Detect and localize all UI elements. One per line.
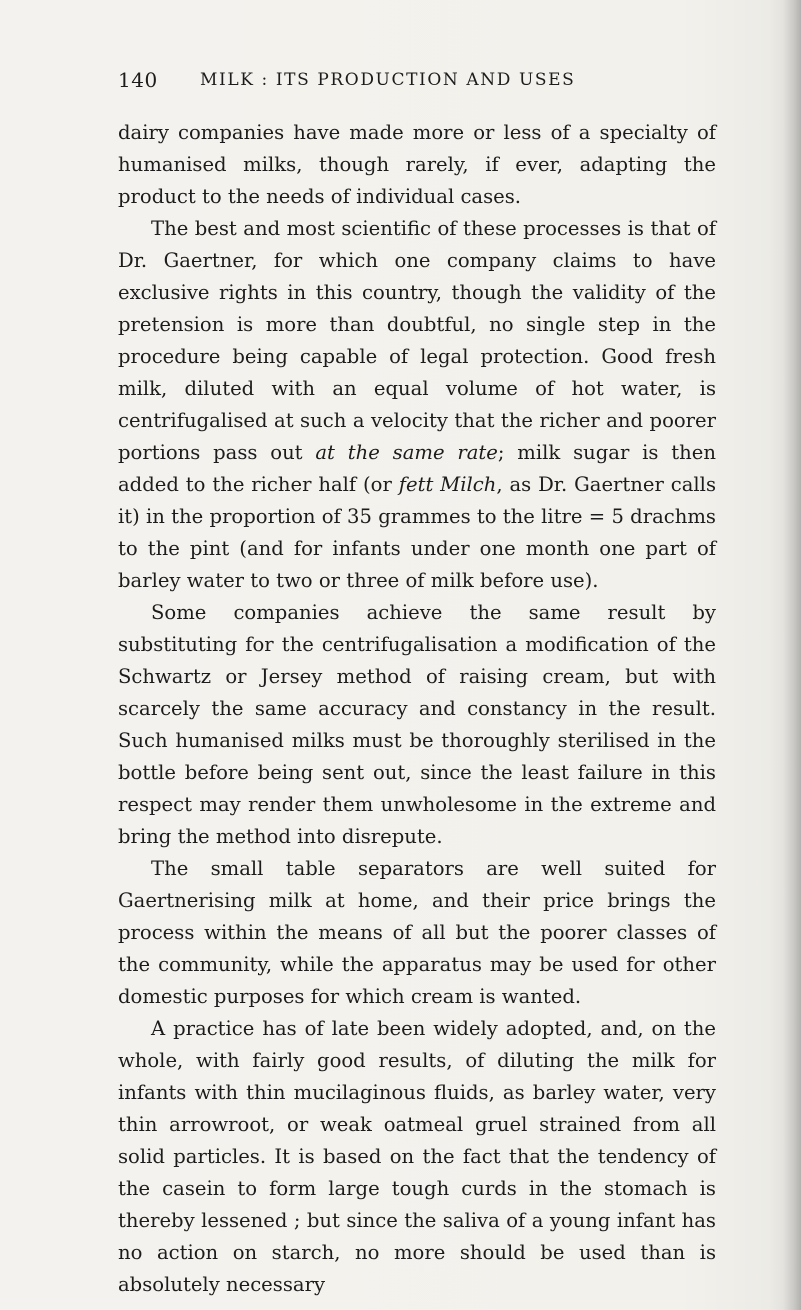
- running-head: MILK : ITS PRODUCTION AND USES: [200, 70, 576, 90]
- body-text: [118, 117, 716, 1301]
- paragraph-2-text-a: The best and most scientific of these processes is that of Dr. Gaertner, for which one company claims to have exclusive rights in this country, though the validity of the pretension is more than doubtful, no single step in the procedure being capable of legal protection. Good fresh milk, diluted with an equal volume of hot water, is centrifugalised at such a velocity that the richer and poorer portions pass out: [118, 217, 716, 464]
- paragraph-2-text-b: ; milk sugar is then added to the richer half (or: [118, 441, 716, 496]
- page-number: 140: [118, 68, 158, 92]
- paragraph-2: [118, 213, 716, 597]
- paragraph-3: Some companies achieve the same result by substituting for the centrifugalisation a modification of the Schwartz or Jersey method of raising cream, but with scarcely the same accuracy and constancy in the result. Such humanised milks must be thoroughly sterilised in the bottle before being sent out, since the least failure in this respect may render them unwholesome in the extreme and bring the method into disrepute.: [118, 601, 716, 848]
- page-header: [118, 68, 758, 96]
- paragraph-1: dairy companies have made more or less of a specialty of humanised milks, though rarely, if ever, adapting the product to the needs of individual cases.: [118, 121, 716, 208]
- page-edge-shadow: [783, 0, 801, 1310]
- paragraph-4: The small table separators are well suited for Gaertnerising milk at home, and their price brings the process within the means of all but the poorer classes of the community, while the apparatus may be used for other domestic purposes for which cream is wanted.: [118, 857, 716, 1008]
- paragraph-2-text-c: , as Dr. Gaertner calls it) in the proportion of 35 grammes to the litre = 5 drachms to the pint (and for infants under one month one part of barley water to two or three of milk before use).: [118, 473, 716, 592]
- paragraph-5: A practice has of late been widely adopted, and, on the whole, with fairly good results, of diluting the milk for infants with thin mucilaginous fluids, as barley water, very thin arrowroot, or weak oatmeal gruel strained from all solid particles. It is based on the fact that the tendency of the casein to form large tough curds in the stomach is thereby lessened ; but since the saliva of a young infant has no action on starch, no more should be used than is absolutely necessary: [118, 1017, 716, 1296]
- paragraph-2-italic-b: fett Milch: [398, 473, 497, 496]
- paragraph-2-italic-a: at the same rate: [315, 441, 498, 464]
